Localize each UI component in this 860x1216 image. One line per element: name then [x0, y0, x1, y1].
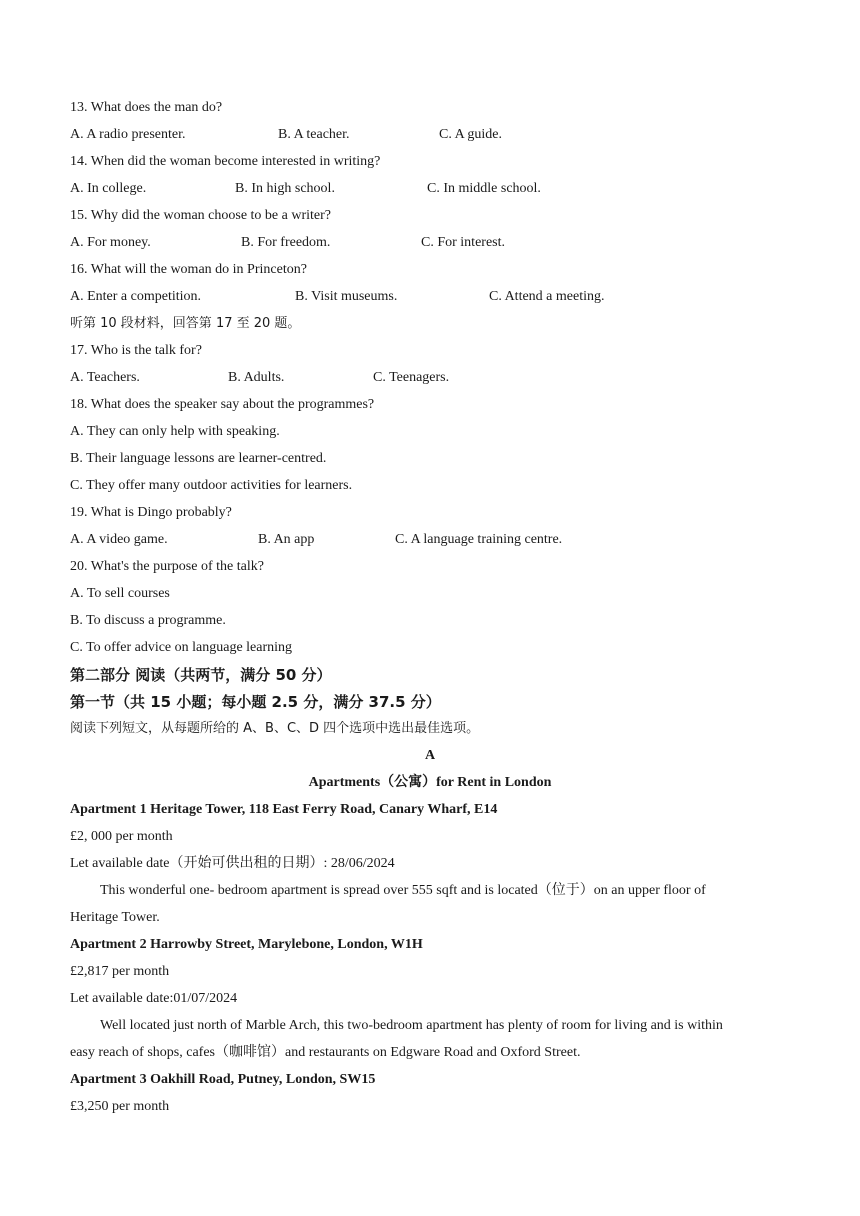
- question-14: 14. When did the woman become interested in writing?: [70, 154, 381, 169]
- option-18-b: B. Their language lessons are learner-centred.: [70, 451, 327, 466]
- option-18-a: A. They can only help with speaking.: [70, 424, 280, 439]
- question-17: 17. Who is the talk for?: [70, 343, 202, 358]
- part-two-heading: 第二部分 阅读（共两节，满分 50 分）: [70, 666, 332, 684]
- apartment-2-description: Well located just north of Marble Arch, this two-bedroom apartment has plenty of room for living and is within: [100, 1018, 723, 1033]
- option-17-a: A. Teachers.: [70, 370, 140, 385]
- apartment-1-date: Let available date（开始可供出租的日期）: 28/06/2024: [70, 856, 395, 871]
- option-13-b: B. A teacher.: [278, 127, 350, 142]
- option-14-c: C. In middle school.: [427, 181, 541, 196]
- passage-label: A: [424, 748, 436, 763]
- option-19-c: C. A language training centre.: [395, 532, 563, 547]
- option-15-c: C. For interest.: [421, 235, 505, 250]
- question-15: 15. Why did the woman choose to be a writer?: [70, 208, 332, 223]
- question-19: 19. What is Dingo probably?: [70, 505, 232, 520]
- apartment-2-price: £2,817 per month: [70, 964, 170, 979]
- apartment-2-date: Let available date:01/07/2024: [70, 991, 238, 1006]
- options-13: [70, 125, 790, 145]
- option-15-b: B. For freedom.: [241, 235, 331, 250]
- question-18: 18. What does the speaker say about the programmes?: [70, 397, 375, 412]
- option-14-b: B. In high school.: [235, 181, 335, 196]
- apartment-1-description-cont: Heritage Tower.: [70, 910, 160, 925]
- apartment-2-description-cont: easy reach of shops, cafes（咖啡馆）and restaurants on Edgware Road and Oxford Street.: [70, 1045, 581, 1060]
- section-one-heading: 第一节（共 15 小题；每小题 2.5 分，满分 37.5 分）: [70, 693, 441, 711]
- apartment-3-price: £3,250 per month: [70, 1099, 170, 1114]
- option-13-a: A. A radio presenter.: [70, 127, 186, 142]
- options-16: [70, 287, 790, 307]
- passage-title: Apartments（公寓）for Rent in London: [308, 775, 552, 790]
- option-15-a: A. For money.: [70, 235, 151, 250]
- option-19-a: A. A video game.: [70, 532, 168, 547]
- question-13: 13. What does the man do?: [70, 100, 223, 115]
- apartment-2-heading: Apartment 2 Harrowby Street, Marylebone, London, W1H: [70, 937, 423, 952]
- apartment-1-heading: Apartment 1 Heritage Tower, 118 East Ferry Road, Canary Wharf, E14: [70, 802, 498, 817]
- options-14: [70, 179, 790, 199]
- option-20-c: C. To offer advice on language learning: [70, 640, 293, 655]
- option-16-b: B. Visit museums.: [295, 289, 398, 304]
- options-19: [70, 530, 790, 550]
- option-19-b: B. An app: [258, 532, 315, 547]
- option-17-b: B. Adults.: [228, 370, 285, 385]
- question-16: 16. What will the woman do in Princeton?: [70, 262, 307, 277]
- option-16-a: A. Enter a competition.: [70, 289, 202, 304]
- option-17-c: C. Teenagers.: [373, 370, 450, 385]
- reading-instruction: 阅读下列短文，从每题所给的 A、B、C、D 四个选项中选出最佳选项。: [70, 721, 480, 736]
- options-17: [70, 368, 790, 388]
- apartment-1-description: This wonderful one- bedroom apartment is spread over 555 sqft and is located（位于）on an upper floor of: [100, 883, 706, 898]
- apartment-3-heading: Apartment 3 Oakhill Road, Putney, London, SW15: [70, 1072, 376, 1087]
- option-16-c: C. Attend a meeting.: [489, 289, 605, 304]
- options-15: [70, 233, 790, 253]
- option-14-a: A. In college.: [70, 181, 147, 196]
- option-13-c: C. A guide.: [439, 127, 503, 142]
- option-18-c: C. They offer many outdoor activities for learners.: [70, 478, 353, 493]
- option-20-a: A. To sell courses: [70, 586, 170, 601]
- option-20-b: B. To discuss a programme.: [70, 613, 226, 628]
- section-10-instruction: 听第 10 段材料，回答第 17 至 20 题。: [70, 316, 301, 331]
- question-20: 20. What's the purpose of the talk?: [70, 559, 264, 574]
- apartment-1-price: £2, 000 per month: [70, 829, 173, 844]
